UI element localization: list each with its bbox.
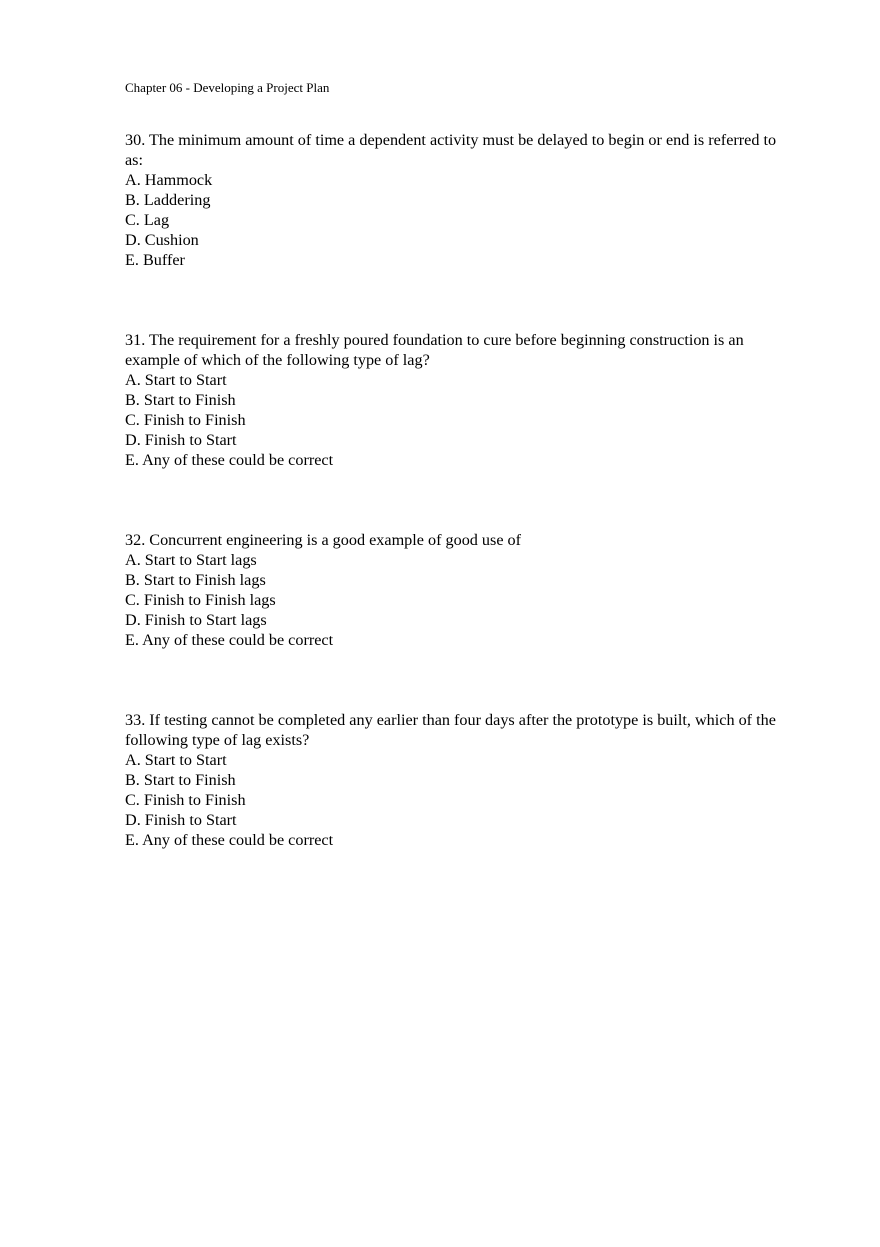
option-c: C. Finish to Finish lags <box>125 591 276 609</box>
option-a: A. Hammock <box>125 171 213 189</box>
option-c: C. Lag <box>125 211 170 229</box>
question-32 <box>125 530 785 650</box>
question-stem: 33. If testing cannot be completed any earlier than four days after the prototype is built, which of the following type of lag exists? <box>125 711 776 749</box>
option-d: D. Finish to Start <box>125 431 237 449</box>
option-b: B. Start to Finish lags <box>125 571 266 589</box>
option-e: E. Any of these could be correct <box>125 451 334 469</box>
question-30 <box>125 130 785 270</box>
option-c: C. Finish to Finish <box>125 791 246 809</box>
question-stem: 31. The requirement for a freshly poured foundation to cure before beginning construction is an example of which of the following type of lag? <box>125 331 744 369</box>
question-stem: 30. The minimum amount of time a dependent activity must be delayed to begin or end is referred to as: <box>125 131 777 169</box>
question-stem: 32. Concurrent engineering is a good example of good use of <box>125 531 522 549</box>
option-e: E. Buffer <box>125 251 185 269</box>
option-e: E. Any of these could be correct <box>125 831 334 849</box>
option-e: E. Any of these could be correct <box>125 631 334 649</box>
option-d: D. Finish to Start lags <box>125 611 267 629</box>
option-b: B. Start to Finish <box>125 391 236 409</box>
option-c: C. Finish to Finish <box>125 411 246 429</box>
question-33 <box>125 710 785 850</box>
option-a: A. Start to Start <box>125 751 227 769</box>
option-d: D. Finish to Start <box>125 811 237 829</box>
option-a: A. Start to Start lags <box>125 551 257 569</box>
question-31 <box>125 330 785 470</box>
page-header: Chapter 06 - Developing a Project Plan <box>125 80 330 95</box>
option-b: B. Start to Finish <box>125 771 236 789</box>
option-b: B. Laddering <box>125 191 211 209</box>
option-a: A. Start to Start <box>125 371 227 389</box>
option-d: D. Cushion <box>125 231 199 249</box>
